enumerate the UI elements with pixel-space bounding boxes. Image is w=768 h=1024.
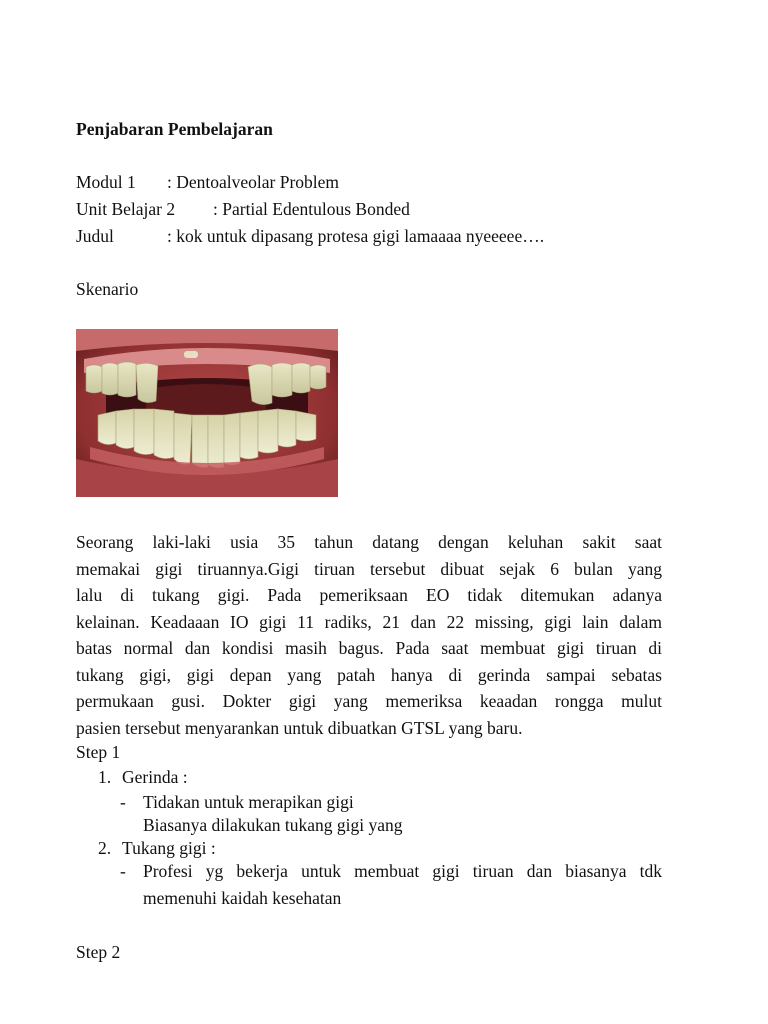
definition-line: memenuhi kaidah kesehatan [143, 888, 342, 908]
scenario-line: tukang gigi, gigi depan yang patah hanya di gerinda sampai sebatas [76, 664, 662, 685]
dental-photo [76, 329, 338, 497]
meta-value: : kok untuk dipasang protesa gigi lamaaaa nyeeeee…. [167, 226, 545, 246]
list-number: 2. [98, 838, 112, 858]
scenario-line: batas normal dan kondisi masih bagus. Pada saat membuat gigi tiruan di [76, 638, 662, 658]
skenario-label: Skenario [76, 279, 139, 299]
definition-line: Tidakan untuk merapikan gigi [143, 792, 354, 812]
step1-label: Step 1 [76, 742, 121, 762]
meta-value: : Partial Edentulous Bonded [213, 199, 410, 219]
meta-key: Modul 1 [76, 172, 136, 192]
meta-key: Judul [76, 226, 114, 246]
definition-line: Profesi yg bekerja untuk membuat gigi tiruan dan biasanya tdk [143, 861, 662, 881]
scenario-line: kelainan. Keadaaan IO gigi 11 radiks, 21 dan 22 missing, gigi lain dalam [76, 611, 662, 632]
step2-label: Step 2 [76, 942, 121, 962]
dash-bullet: - [120, 792, 126, 812]
meta-key: Unit Belajar 2 [76, 199, 176, 219]
definition-line: Biasanya dilakukan tukang gigi yang [143, 815, 403, 835]
scenario-line: lalu di tukang gigi. Pada pemeriksaan EO tidak ditemukan adanya [76, 585, 662, 605]
dash-bullet: - [120, 861, 126, 881]
list-term: Tukang gigi : [122, 838, 216, 858]
scenario-paragraph [76, 529, 662, 741]
scenario-line: Seorang laki-laki usia 35 tahun datang dengan keluhan sakit saat [76, 532, 662, 552]
scenario-line: memakai gigi tiruannya.Gigi tiruan tersebut dibuat sejak 6 bulan yang [76, 558, 662, 579]
scenario-line: pasien tersebut menyarankan untuk dibuatkan GTSL yang baru. [76, 717, 523, 738]
page-heading: Penjabaran Pembelajaran [76, 119, 273, 139]
list-number: 1. [98, 767, 112, 787]
meta-value: : Dentoalveolar Problem [167, 172, 340, 192]
list-term: Gerinda : [122, 767, 188, 787]
scenario-line: permukaan gusi. Dokter gigi yang memeriksa keaadan rongga mulut [76, 691, 662, 711]
